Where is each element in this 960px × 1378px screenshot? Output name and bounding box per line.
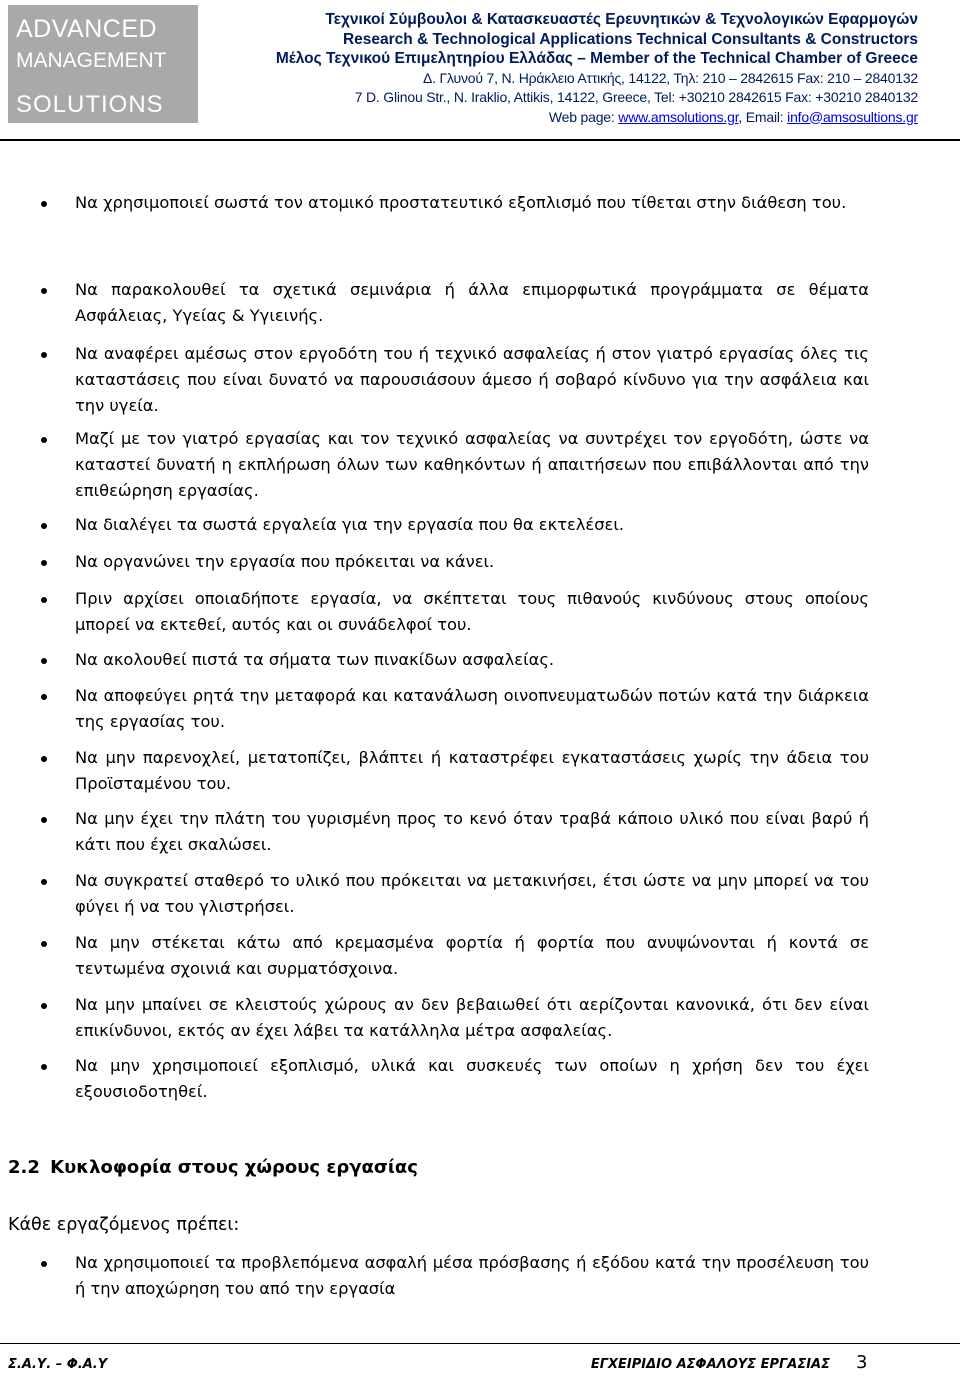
list-item: Να παρακολουθεί τα σχετικά σεμινάρια ή άλλα επιμορφωτικά προγράμματα σε θέματα Ασφάλειας, Υγείας & Υγιεινής. [75, 277, 869, 329]
list-item: Να μην έχει την πλάτη του γυρισμένη προς το κενό όταν τραβά κάποιο υλικό που είναι βαρύ ή κάτι που έχει σκαλώσει. [75, 806, 869, 858]
letterhead-title-greek: Τεχνικοί Σύμβουλοι & Κατασκευαστές Ερευνητικών & Τεχνολογικών Εφαρμογών [325, 11, 918, 28]
list-item: Να χρησιμοποιεί τα προβλεπόμενα ασφαλή μέσα πρόσβασης ή εξόδου κατά την προσέλευση του ή την αποχώρηση του από την εργασία [75, 1250, 869, 1302]
letterhead-address-english: 7 D. Glinou Str., N. Iraklio, Attikis, 14122, Greece, Tel: +30210 2842615 Fax: +30210 2840132 [354, 89, 918, 105]
section-heading [8, 1155, 418, 1181]
list-item: Να αποφεύγει ρητά την μεταφορά και κατανάλωση οινοπνευματωδών ποτών κατά την διάρκεια της εργασίας του. [75, 683, 869, 735]
section-title: Κυκλοφορία στους χώρους εργασίας [50, 1157, 418, 1178]
footer-document-code: Σ.Α.Υ. – Φ.Α.Υ [8, 1357, 108, 1372]
logo-line-1: ADVANCED [16, 15, 158, 43]
list-item: Να μην χρησιμοποιεί εξοπλισμό, υλικά και συσκευές των οποίων η χρήση δεν του έχει εξουσιοδοτηθεί. [75, 1053, 869, 1105]
letterhead-contact [200, 108, 918, 128]
email-link[interactable]: info@amsosultions.gr [787, 108, 918, 125]
letterhead-membership: Μέλος Τεχνικού Επιμελητηρίου Ελλάδας – Member of the Technical Chamber of Greece [275, 50, 918, 67]
list-item: Μαζί με τον γιατρό εργασίας και τον τεχνικό ασφαλείας να συντρέχει τον εργοδότη, ώστε να καταστεί δυνατή η εκπλήρωση όλων των καθηκόντων ή απαιτήσεων που επιβάλλονται από την επιθεώρηση εργασίας. [75, 426, 869, 504]
website-link[interactable]: www.amsolutions.gr [618, 108, 739, 125]
list-item: Να οργανώνει την εργασία που πρόκειται να κάνει. [75, 549, 869, 575]
footer-document-title: ΕΓΧΕΙΡΙΔΙΟ ΑΣΦΑΛΟΥΣ ΕΡΓΑΣΙΑΣ [590, 1357, 830, 1372]
web-label: Web page: [548, 108, 619, 125]
letterhead-info [200, 10, 918, 127]
list-item: Πριν αρχίσει οποιαδήποτε εργασία, να σκέπτεται τους πιθανούς κινδύνους στους οποίους μπορεί να εκτεθεί, αυτός και οι συνάδελφοί του. [75, 586, 869, 638]
list-item: Να μην στέκεται κάτω από κρεμασμένα φορτία ή φορτία που ανυψώνονται ή κοντά σε τεντωμένα σχοινιά και συρματόσχοινα. [75, 930, 869, 982]
header-divider [0, 139, 960, 141]
list-item: Να χρησιμοποιεί σωστά τον ατομικό προστατευτικό εξοπλισμό που τίθεται στην διάθεση του. [75, 190, 869, 216]
letterhead-address-greek: Δ. Γλυνού 7, Ν. Ηράκλειο Αττικής, 14122, Τηλ: 210 – 2842615 Fax: 210 – 2840132 [422, 69, 918, 86]
list-item: Να μην μπαίνει σε κλειστούς χώρους αν δεν βεβαιωθεί ότι αερίζονται κανονικά, ότι δεν είναι επικίνδυνοι, εκτός αν έχει λάβει τα κατάλληλα μέτρα ασφαλείας. [75, 992, 869, 1044]
list-item: Να συγκρατεί σταθερό το υλικό που πρόκειται να μετακινήσει, έτσι ώστε να μην μπορεί να του φύγει ή να του γλιστρήσει. [75, 868, 869, 920]
letterhead-title-english: Research & Technological Applications Technical Consultants & Constructors [342, 30, 918, 48]
email-label: , Email: [738, 108, 788, 125]
section-intro: Κάθε εργαζόμενος πρέπει: [8, 1215, 240, 1235]
list-item: Να αναφέρει αμέσως στον εργοδότη του ή τεχνικό ασφαλείας ή στον γιατρό εργασίας όλες τις καταστάσεις που είναι δυνατό να παρουσιάσουν άμεσο ή σοβαρό κίνδυνο για την ασφάλεια και την υγεία. [75, 341, 869, 419]
list-item: Να μην παρενοχλεί, μετατοπίζει, βλάπτει ή καταστρέφει εγκαταστάσεις χωρίς την άδεια του Προϊσταμένου του. [75, 745, 869, 797]
page-number: 3 [856, 1352, 868, 1373]
logo-line-3: SOLUTIONS [16, 91, 164, 118]
list-item: Να ακολουθεί πιστά τα σήματα των πινακίδων ασφαλείας. [75, 647, 869, 673]
list-item: Να διαλέγει τα σωστά εργαλεία για την εργασία που θα εκτελέσει. [75, 512, 869, 538]
company-logo [8, 5, 198, 123]
footer-divider [0, 1343, 960, 1344]
section-number: 2.2 [8, 1157, 40, 1178]
logo-line-2: MANAGEMENT [16, 49, 167, 72]
